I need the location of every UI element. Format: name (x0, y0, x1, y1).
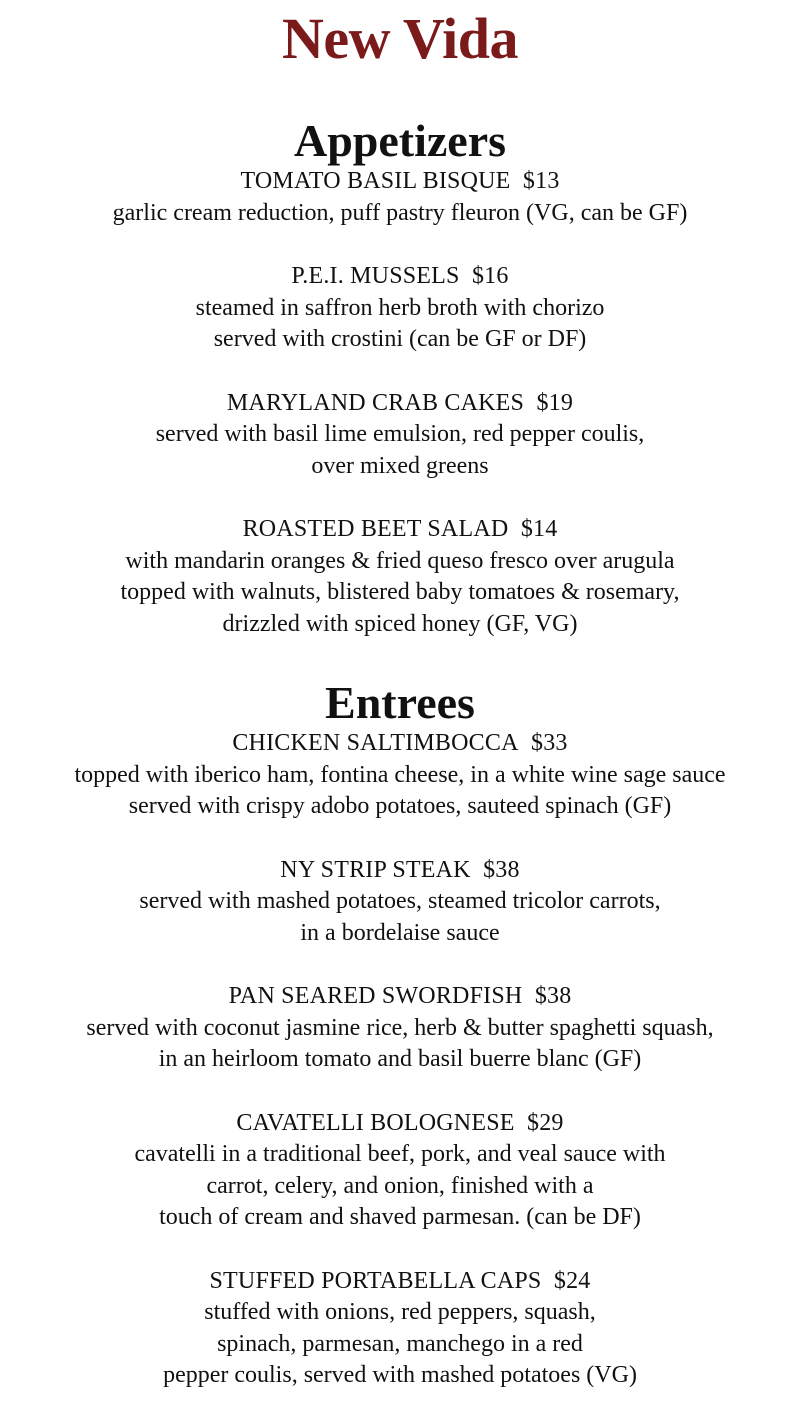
menu-item-cavatelli-bolognese (0, 1108, 800, 1234)
restaurant-name: New Vida (281, 6, 519, 71)
item-name: P.E.I. MUSSELS (291, 263, 460, 289)
menu-item-roasted-beet-salad (0, 514, 800, 640)
item-name-line (0, 981, 800, 1013)
item-description: cavatelli in a traditional beef, pork, and veal sauce with (134, 1141, 666, 1167)
item-name-line (0, 261, 800, 293)
item-description: pepper coulis, served with mashed potatoes (VG) (163, 1362, 637, 1388)
item-name-line (0, 388, 800, 420)
item-description: garlic cream reduction, puff pastry fleuron (VG, can be GF) (112, 199, 688, 226)
item-price: $29 (527, 1109, 564, 1136)
item-name: NY STRIP STEAK (280, 856, 471, 883)
item-name-line (0, 514, 800, 546)
item-description: served with crostini (can be GF or DF) (213, 326, 587, 352)
appetizers-section (0, 116, 800, 640)
item-name-line (0, 855, 800, 887)
item-description: with mandarin oranges & fried queso fresco over arugula (125, 547, 675, 574)
item-price: $16 (471, 263, 509, 289)
menu-item-ny-strip-steak (0, 855, 800, 950)
item-name-line (0, 1266, 800, 1298)
item-description: in a bordelaise sauce (300, 919, 500, 946)
item-price: $24 (553, 1267, 591, 1294)
item-description: served with basil lime emulsion, red pepper coulis, (155, 421, 645, 447)
entrees-section (0, 678, 800, 1392)
menu-item-pei-mussels (0, 261, 800, 356)
item-description: touch of cream and shaved parmesan. (can be DF) (159, 1204, 641, 1230)
menu-item-maryland-crab-cakes (0, 388, 800, 483)
item-name: MARYLAND CRAB CAKES (226, 389, 525, 416)
item-name-line (0, 1108, 800, 1140)
item-price: $38 (534, 983, 572, 1009)
item-name: CHICKEN SALTIMBOCCA (232, 730, 519, 756)
item-price: $38 (483, 856, 520, 883)
item-description: served with mashed potatoes, steamed tricolor carrots, (139, 888, 661, 914)
item-name: ROASTED BEET SALAD (242, 516, 509, 542)
item-price: $13 (522, 168, 560, 194)
item-name: TOMATO BASIL BISQUE (240, 168, 511, 194)
item-price: $19 (536, 389, 574, 416)
item-description: spinach, parmesan, manchego in a red (217, 1330, 583, 1357)
item-name: PAN SEARED SWORDFISH (228, 983, 523, 1009)
item-description: topped with iberico ham, fontina cheese, in a white wine sage sauce (74, 761, 726, 788)
item-name-line (0, 728, 800, 760)
section-title-appetizers: Appetizers (293, 115, 507, 166)
item-price: $14 (520, 516, 558, 542)
item-name-line (0, 166, 800, 198)
item-description: in an heirloom tomato and basil buerre blanc (GF) (158, 1046, 642, 1072)
section-title-entrees: Entrees (325, 677, 475, 728)
menu-item-tomato-basil-bisque (0, 166, 800, 229)
item-description: served with coconut jasmine rice, herb & butter spaghetti squash, (86, 1014, 714, 1041)
item-name: CAVATELLI BOLOGNESE (236, 1109, 515, 1136)
item-description: topped with walnuts, blistered baby tomatoes & rosemary, (120, 579, 680, 605)
item-description: carrot, celery, and onion, finished with a (206, 1172, 594, 1199)
menu-item-chicken-saltimbocca (0, 728, 800, 823)
menu-item-stuffed-portabella-caps (0, 1266, 800, 1392)
item-name: STUFFED PORTABELLA CAPS (209, 1267, 542, 1294)
menu-item-pan-seared-swordfish (0, 981, 800, 1076)
item-description: stuffed with onions, red peppers, squash, (204, 1299, 596, 1325)
item-description: steamed in saffron herb broth with chorizo (195, 294, 605, 321)
item-description: served with crispy adobo potatoes, sauteed spinach (GF) (128, 793, 672, 819)
item-price: $33 (531, 730, 568, 756)
item-description: drizzled with spiced honey (GF, VG) (222, 610, 578, 637)
item-description: over mixed greens (311, 452, 489, 479)
